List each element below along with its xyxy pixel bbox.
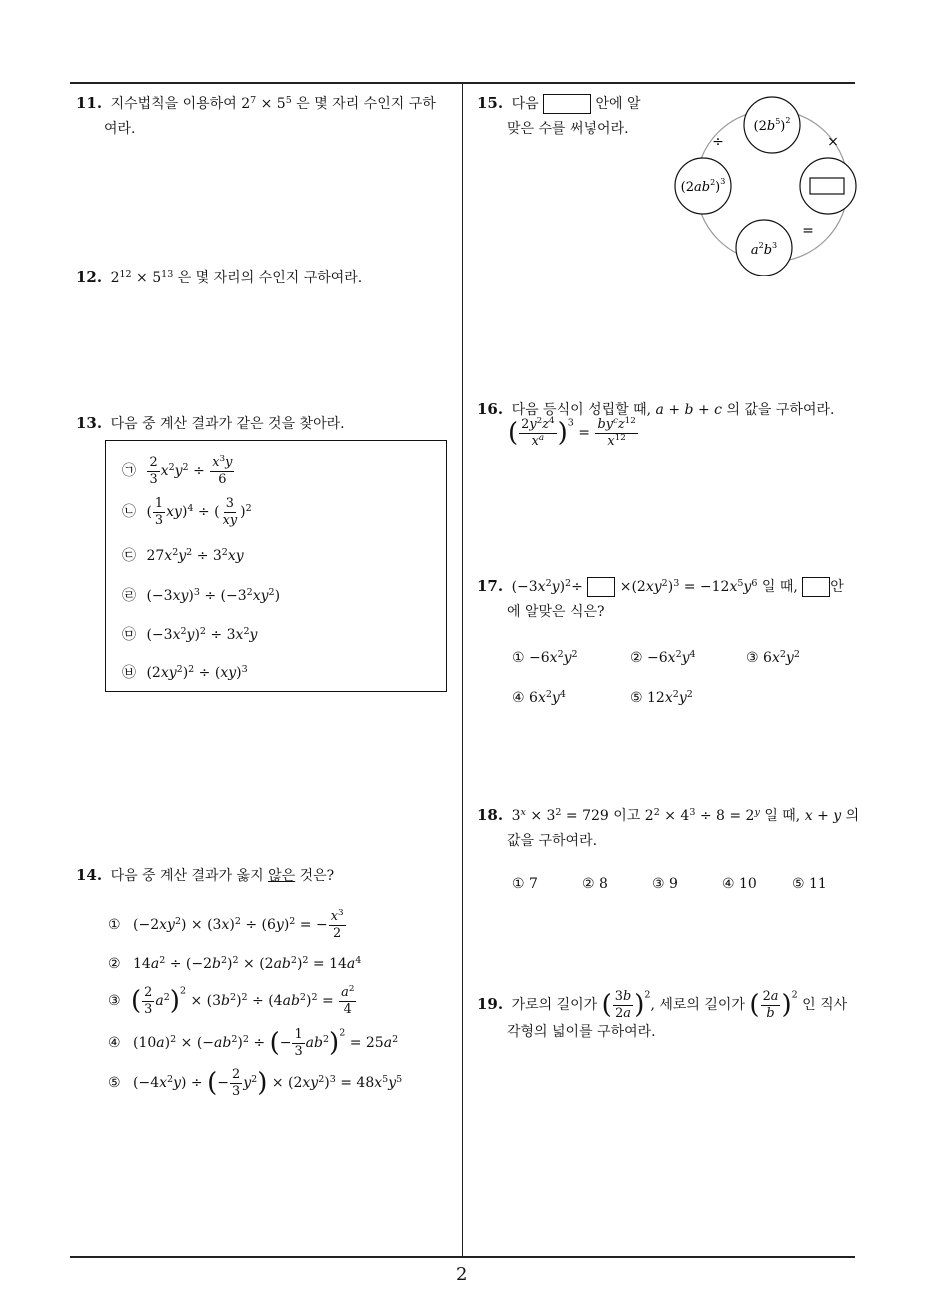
question-19 — [477, 990, 862, 1045]
question-text: 안에 알 — [595, 96, 641, 112]
option-label: ㉠ — [122, 463, 136, 480]
choice-5[interactable] — [792, 876, 827, 892]
question-text: 은 몇 자리 수인지 구하 — [296, 96, 436, 112]
question-text: 에 알맞은 식은? — [507, 603, 605, 620]
answer-blank[interactable] — [802, 577, 830, 597]
question-text: 맞은 수를 써넣어라. — [507, 120, 629, 137]
question-text: , 세로의 길이가 — [650, 997, 745, 1014]
option-row — [122, 497, 252, 527]
choice-row — [108, 910, 347, 940]
option-row — [122, 585, 280, 605]
choice-marker: ⑤ — [792, 876, 805, 892]
page-number: 2 — [456, 1264, 468, 1285]
choice-marker: ① — [512, 650, 525, 666]
choice-row — [108, 986, 357, 1016]
choice-5[interactable]: ⑤ $12x^2y^2$ — [630, 688, 693, 706]
choice-value: 8 — [599, 876, 608, 892]
equals-op: = — [802, 223, 814, 239]
question-15 — [477, 90, 677, 141]
math-expression: ( $\frac{2}{3}$ $a^2)^2 \times (3b^2)^2 \div (4ab^2)^2$ = $\frac{a^2}{4}$ — [131, 984, 355, 1017]
math-expression: ( $\frac{1}{3}$ xy)$^4$ ÷ ( $\frac{3}{xy}$ )$^2$ — [146, 496, 252, 528]
divide-op: ÷ — [712, 134, 724, 150]
choice-marker: ② — [108, 956, 121, 972]
answer-blank[interactable] — [543, 94, 591, 114]
question-text: 지수법칙을 이용하여 — [110, 96, 237, 112]
choice-row — [108, 1068, 402, 1098]
choice-marker: ③ — [746, 650, 759, 666]
question-text: 은 몇 자리의 수인지 구하여라. — [177, 270, 363, 286]
question-text: 인 직사 — [802, 997, 848, 1014]
question-12 — [76, 264, 458, 291]
choice-1[interactable] — [512, 876, 582, 892]
node-bottom-expr: $a^2b^3$ — [750, 241, 778, 258]
option-row — [122, 456, 235, 486]
math-expression: $2^7 \times 5^5$ — [241, 94, 292, 112]
answer-blank-box — [810, 178, 844, 194]
question-number: 15. — [477, 94, 504, 112]
math-expression: $14a^2 \div (-2b^2)^2 \times (2ab^2)^2 = 14a^4$ — [133, 954, 362, 972]
question-text: 다음 — [511, 96, 539, 112]
answer-blank[interactable] — [587, 577, 615, 597]
choice-marker: ⑤ — [108, 1075, 121, 1092]
math-expression: $(10a)^2 \times (-ab^2)^2$ ÷ (− $\frac{1}{3}$ $ab^2)^2 = 25a^2$ — [133, 1027, 399, 1059]
question-number: 19. — [477, 995, 504, 1014]
choice-marker: ③ — [652, 876, 665, 892]
question-text: 안 — [830, 579, 844, 595]
question-number: 14. — [76, 866, 103, 884]
math-expression: ( $\frac{3b}{2a}$ )$^2$ — [601, 989, 651, 1021]
choice-marker: ④ — [722, 876, 735, 892]
choice-marker: ① — [512, 876, 525, 892]
choice-row — [108, 956, 361, 972]
math-expression: ( $\frac{2a}{b}$ )$^2$ — [749, 989, 798, 1021]
choice-value: 9 — [669, 876, 678, 892]
choice-3[interactable]: ③ $6x^2y^2$ — [746, 648, 800, 666]
question-text: 다음 중 계산 결과가 옳지 — [110, 868, 264, 884]
question-11 — [76, 90, 458, 141]
node-left-expr: $(2ab^2)^3$ — [680, 177, 726, 195]
question-text: 의 — [845, 808, 860, 824]
choice-row — [512, 876, 827, 892]
question-text: 가로의 길이가 — [511, 997, 598, 1014]
question-text: 여라. — [104, 120, 136, 137]
question-number: 16. — [477, 400, 504, 418]
question-14 — [76, 862, 458, 889]
choice-marker: ② — [630, 650, 643, 666]
math-expression: $2^{12} \times 5^{13}$ — [110, 268, 174, 286]
bottom-rule — [70, 1256, 855, 1258]
option-row — [122, 662, 248, 682]
question-number: 13. — [76, 414, 103, 432]
math-expression: $3^x \times 3^2 = 729$ — [511, 806, 609, 824]
choice-row — [108, 1028, 398, 1058]
choice-value: 7 — [529, 876, 538, 892]
math-expression: a + b + c — [655, 402, 722, 418]
question-text-underlined: 않은 — [268, 868, 296, 884]
choice-value: 11 — [809, 876, 827, 892]
choice-marker: ③ — [108, 993, 121, 1010]
question-text: 이고 — [613, 808, 641, 824]
option-row — [122, 624, 257, 644]
math-expression: ( $\frac{2y^2z^4}{x^a}$ )$^3$ = $by^cz^{12}$ $x^{12}$ — [508, 416, 636, 449]
question-text: 각형의 넓이를 구하여라. — [507, 1024, 656, 1041]
option-label: ㉣ — [122, 588, 136, 604]
question-text: 의 값을 구하여라. — [726, 402, 835, 418]
question-number: 18. — [477, 806, 504, 824]
question-17 — [477, 573, 862, 624]
choice-marker: ④ — [108, 1035, 121, 1052]
question-number: 17. — [477, 577, 504, 595]
question-number: 11. — [76, 94, 103, 112]
choice-marker: ⑤ — [630, 690, 643, 706]
choice-row — [512, 690, 693, 706]
question-13 — [76, 410, 458, 437]
times-op: × — [827, 134, 839, 150]
q15-cycle-diagram — [668, 96, 862, 276]
math-expression: $\frac{2}{3}$ $x^2y^2$ ÷ $\frac{x^3y}{6}$ — [149, 454, 233, 487]
choice-4[interactable]: ④ $6x^2y^4$ — [512, 688, 566, 706]
math-expression: $\times(2xy^2)^3 = -12x^5y^6$ — [619, 577, 758, 595]
node-top-expr: $(2b^5)^2$ — [753, 116, 791, 134]
choice-value: 10 — [739, 876, 757, 892]
choice-4[interactable] — [722, 876, 792, 892]
math-expression: $(-4x^2y)$ ÷ (− $\frac{2}{3}$ $y^2) \times (2xy^2)^3 = 48x^5y^5$ — [133, 1067, 403, 1099]
question-text: 것은? — [299, 868, 335, 884]
option-label: ㉢ — [122, 548, 136, 564]
option-label: ㉤ — [122, 627, 136, 643]
column-divider — [462, 82, 463, 1257]
choice-2[interactable]: ② $-6x^2y^4$ — [630, 648, 696, 666]
question-text: 값을 구하여라. — [507, 832, 598, 849]
choice-row — [512, 650, 800, 666]
option-label: ㉡ — [122, 504, 136, 521]
choice-3[interactable] — [652, 876, 722, 892]
math-expression: $(-3xy)^3 \div (-3^2xy^2)$ — [146, 586, 281, 604]
math-expression: $27x^2y^2 \div 3^2xy$ — [146, 546, 244, 564]
question-number: 12. — [76, 268, 103, 286]
choice-2[interactable] — [582, 876, 652, 892]
math-expression: x + y — [804, 808, 842, 824]
option-row — [122, 545, 244, 565]
math-expression: $(2xy^2)^2 \div (xy)^3$ — [146, 663, 248, 681]
math-expression: $(-3x^2y)^2 \div 3x^2y$ — [146, 625, 258, 643]
question-text: 다음 중 계산 결과가 같은 것을 찾아라. — [110, 416, 345, 432]
choice-marker: ② — [582, 876, 595, 892]
math-expression: $(-2xy^2) \times (3x)^2 \div (6y)^2$ = − $\frac{x^3}{2}$ — [133, 908, 344, 941]
math-expression: $2^2 \times 4^3 \div 8 = 2^y$ — [644, 806, 760, 824]
math-expression: $(-3x^2y)^2\div$ — [511, 577, 583, 595]
question-18 — [477, 802, 862, 853]
choice-marker: ④ — [512, 690, 525, 706]
choice-marker: ① — [108, 917, 121, 934]
question-text: 다음 등식이 성립할 때, — [511, 402, 652, 418]
question-text: 일 때, — [761, 579, 798, 595]
option-label: ㉥ — [122, 665, 136, 681]
q16-equation — [508, 418, 639, 448]
choice-1[interactable]: ① $-6x^2y^2$ — [512, 648, 578, 666]
question-text: 일 때, — [764, 808, 801, 824]
